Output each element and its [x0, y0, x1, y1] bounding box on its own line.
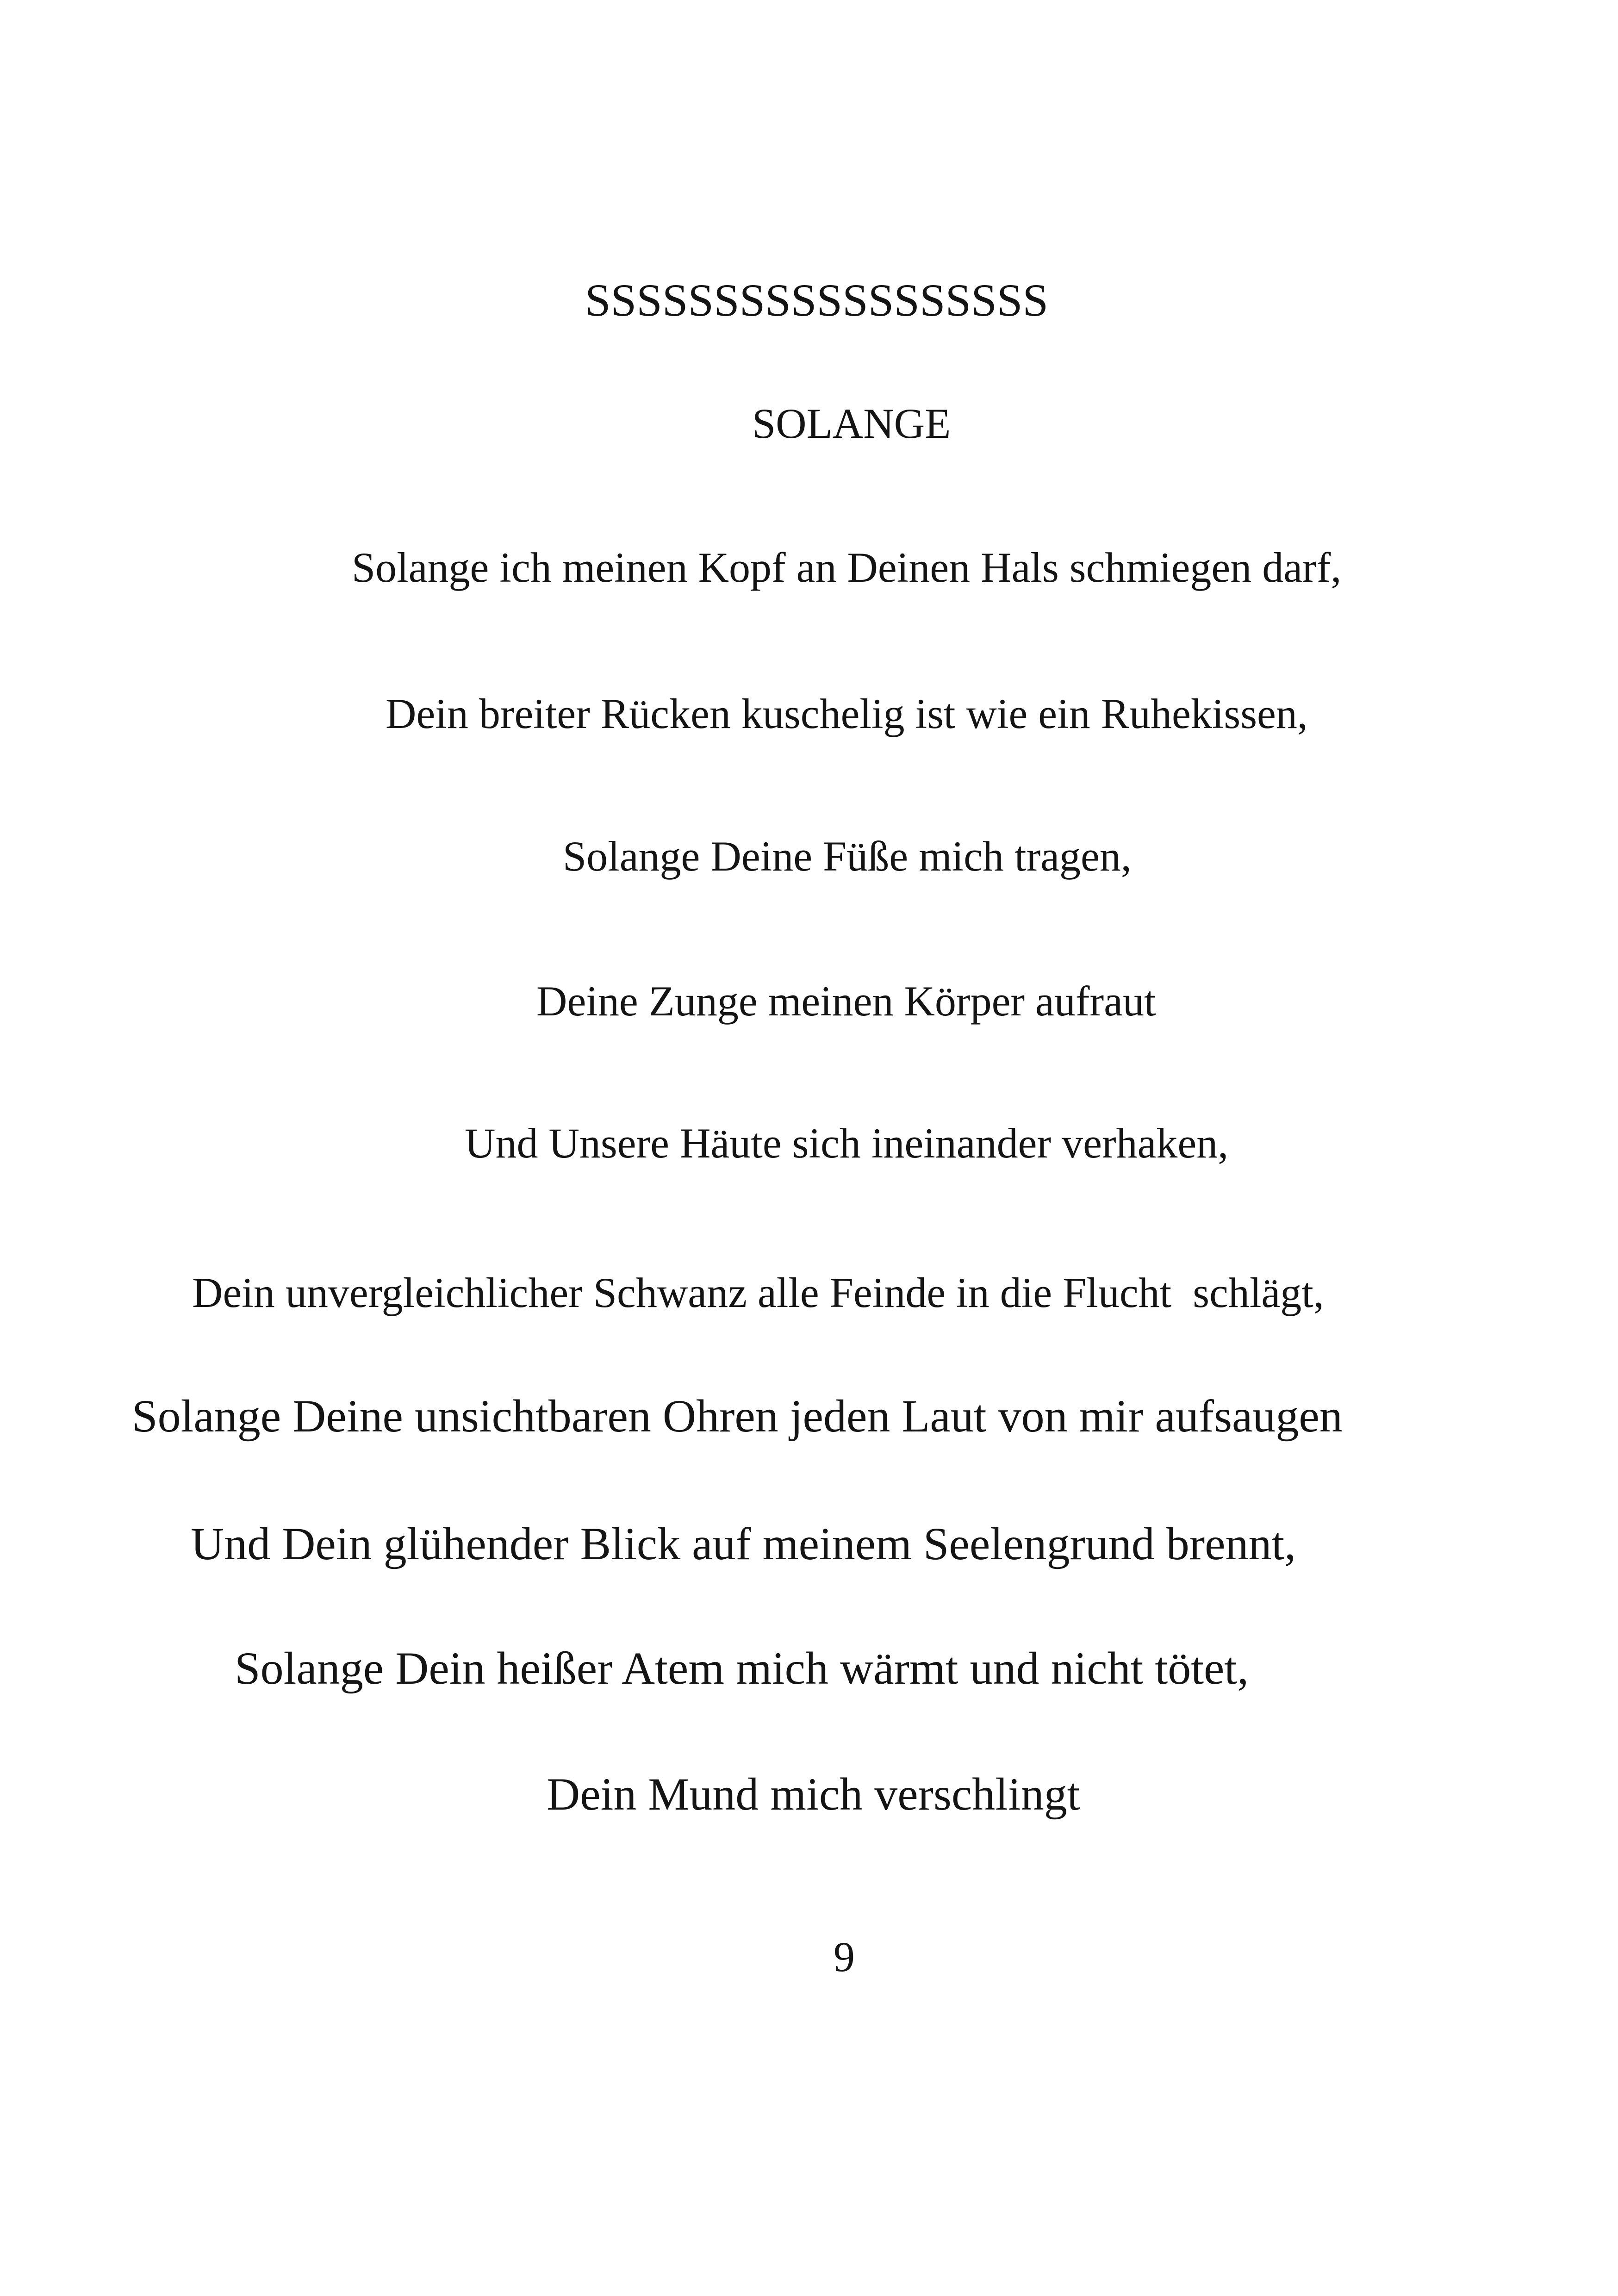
poem-line: Dein unvergleichlicher Schwanz alle Feinde in die Flucht schlägt, — [192, 1269, 1324, 1316]
poem-line: Dein breiter Rücken kuschelig ist wie ein Ruhekissen, — [386, 690, 1308, 737]
poem-line: Und Unsere Häute sich ineinander verhaken, — [465, 1120, 1229, 1167]
page-number: 9 — [834, 1933, 855, 1980]
poem-line: Solange Deine unsichtbaren Ohren jeden Laut von mir aufsaugen — [132, 1390, 1343, 1442]
poem-title: SOLANGE — [752, 400, 951, 447]
poem-line: Solange Dein heißer Atem mich wärmt und nicht tötet, — [235, 1643, 1249, 1694]
poem-line: Solange ich meinen Kopf an Deinen Hals schmiegen darf, — [352, 544, 1342, 591]
poem-line: Dein Mund mich verschlingt — [547, 1768, 1080, 1820]
poem-line: Und Dein glühender Blick auf meinem Seelengrund brennt, — [191, 1518, 1296, 1569]
poem-line: Deine Zunge meinen Körper aufraut — [536, 977, 1156, 1025]
poem-line: Solange Deine Füße mich tragen, — [563, 833, 1132, 880]
separator-marks: SSSSSSSSSSSSSSSSSS — [585, 274, 1049, 326]
